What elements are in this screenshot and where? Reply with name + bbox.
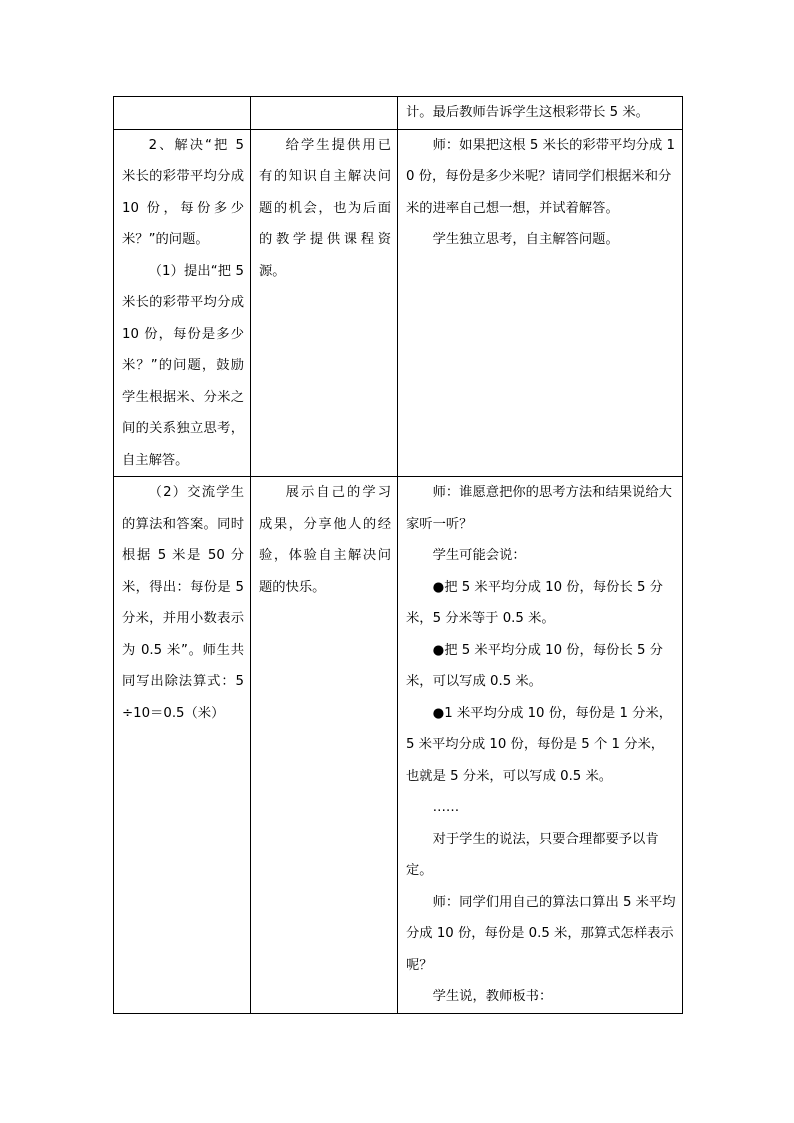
intent-cell [251,129,398,477]
table-row [114,129,683,477]
process-paragraph: ●把 5 米平均分成 10 份，每份长 5 分米，可以写成 0.5 米。 [406,642,663,689]
table-row [114,97,683,130]
process-paragraph: 师：谁愿意把你的思考方法和结果说给大家听一听？ [406,485,672,532]
process-paragraph: 对于学生的说法，只要合理都要予以肯定。 [406,831,659,878]
process-paragraph: ●1 米平均分成 10 份，每份是 1 分米，5 米平均分成 10 份，每份是 5 个 1 分米，也就是 5 分米，可以写成 0.5 米。 [406,705,673,784]
process-paragraph: 学生可能会说： [432,548,526,563]
process-paragraph: 学生说，教师板书： [432,989,553,1004]
activity-cell [114,97,251,130]
process-paragraph: ●把 5 米平均分成 10 份，每份长 5 分米，5 分米等于 0.5 米。 [406,579,663,626]
intent-cell [251,97,398,130]
intent-cell [251,477,398,1014]
process-paragraph: 师：如果把这根 5 米长的彩带平均分成 10 份，每份是多少米呢？请同学们根据米和分米的进率自己想一想，并试着解答。 [406,137,675,216]
process-paragraph: …… [432,800,460,815]
activity-paragraph: 2、解决“把 5 米长的彩带平均分成 10 份，每份多少米？”的问题。 [122,137,244,247]
lesson-plan-table [113,96,683,1014]
intent-paragraph: 给学生提供用已有的知识自主解决问题的机会，也为后面的教学提供课程资源。 [259,137,391,279]
process-cell [398,477,683,1014]
process-cell [398,97,683,130]
activity-paragraph: （1）提出“把 5 米长的彩带平均分成 10 份，每份是多少米？”的问题，鼓励学生根据米、分米之间的关系独立思考，自主解答。 [122,263,244,468]
process-paragraph: 计。最后教师告诉学生这根彩带长 5 米。 [406,105,649,120]
intent-paragraph: 展示自己的学习成果，分享他人的经验，体验自主解决问题的快乐。 [259,485,391,595]
process-cell [398,129,683,477]
process-paragraph: 师：同学们用自己的算法口算出 5 米平均分成 10 份，每份是 0.5 米，那算式怎样表示呢？ [406,894,676,973]
activity-cell [114,129,251,477]
table-row [114,477,683,1014]
activity-paragraph: （2）交流学生的算法和答案。同时根据 5 米是 50 分米，得出：每份是 5 分米，并用小数表示为 0.5 米”。师生共同写出除法算式：5÷10＝0.5（米） [122,485,244,721]
process-paragraph: 学生独立思考，自主解答问题。 [432,232,619,247]
activity-cell [114,477,251,1014]
